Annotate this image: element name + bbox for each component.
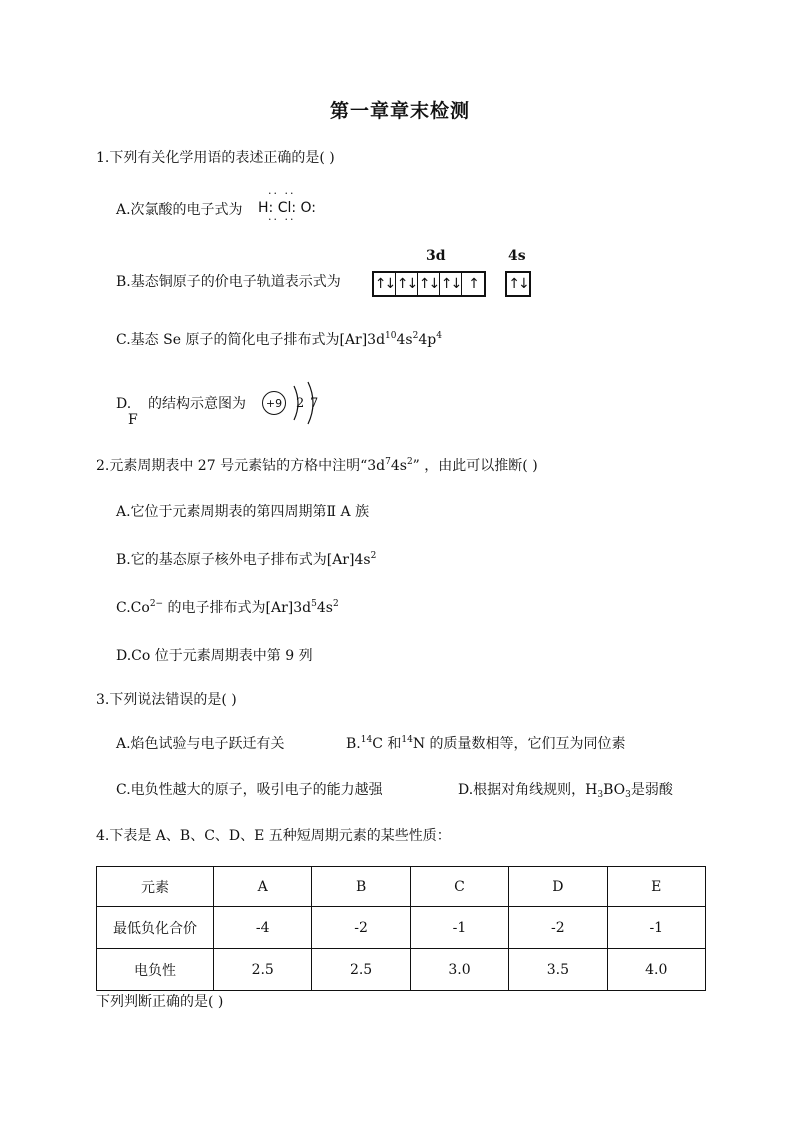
- text: ” ，由此可以推断( ): [412, 458, 538, 474]
- lewis-dots-bottom: ·· ··: [268, 213, 296, 226]
- table-header-cell: 元素: [97, 867, 214, 907]
- q3-option-d: [458, 780, 673, 800]
- orbital-box: ↑: [468, 276, 478, 292]
- text: C 和: [372, 736, 402, 752]
- q1-option-a: [116, 200, 243, 220]
- text: 4s: [390, 458, 407, 474]
- q2-stem: [96, 456, 538, 476]
- q1-option-d-text: 的结构示意图为: [148, 396, 246, 412]
- superscript: 4: [436, 331, 442, 341]
- table-cell: 电负性: [97, 949, 214, 991]
- superscript: 2: [406, 457, 413, 467]
- table-cell: -2: [509, 907, 607, 949]
- table-header-cell: D: [509, 867, 607, 907]
- page-title: 第一章章末检测: [329, 100, 470, 122]
- superscript: 5: [311, 599, 317, 609]
- text: B.: [346, 736, 361, 752]
- table-row: [97, 949, 706, 991]
- text: C.Co: [116, 600, 150, 616]
- subscript: 3: [597, 790, 604, 800]
- q1-option-d-element: F: [128, 412, 138, 428]
- orbital-row-4s: [505, 271, 531, 297]
- text: 2.元素周期表中 27 号元素钴的方格中注明“3d: [96, 458, 386, 474]
- q3-option-a: A.焰色试验与电子跃迁有关: [116, 736, 285, 752]
- table-header-cell: A: [214, 867, 312, 907]
- text: BO: [603, 782, 626, 798]
- shell-1-count: 2: [296, 396, 305, 411]
- superscript: 10: [385, 331, 397, 341]
- table-header-cell: C: [410, 867, 508, 907]
- q2-option-d: D.Co 位于元素周期表中第 9 列: [116, 648, 313, 664]
- table-header-cell: E: [607, 867, 705, 907]
- lewis-dots-top: ·· ··: [268, 187, 296, 200]
- text: 的电子排布式为[Ar]3d: [163, 600, 312, 616]
- q1-option-c: [116, 330, 442, 350]
- orbital-box: ↑↓: [374, 273, 396, 295]
- q1-stem: 1.下列有关化学用语的表述正确的是( ): [96, 150, 335, 166]
- orbital-box: ↑↓: [508, 276, 528, 292]
- table-cell: 最低负化合价: [97, 907, 214, 949]
- table-cell: 3.5: [509, 949, 607, 991]
- text: 4s: [396, 332, 413, 348]
- q4-stem: 4.下表是 A、B、C、D、E 五种短周期元素的某些性质：: [96, 828, 451, 844]
- superscript: 2: [332, 599, 339, 609]
- orbital-row-3d: [372, 271, 486, 297]
- orbital-label-3d: 3d: [426, 248, 446, 264]
- table-cell: -1: [607, 907, 705, 949]
- q3-option-c: C.电负性越大的原子，吸引电子的能力越强: [116, 782, 383, 798]
- table-cell: 2.5: [214, 949, 312, 991]
- table-header-cell: B: [312, 867, 410, 907]
- q3-option-b: [346, 734, 626, 754]
- q2-option-c: [116, 598, 339, 618]
- table-cell: -2: [312, 907, 410, 949]
- text: C.基态 Se 原子的简化电子排布式为[Ar]3d: [116, 332, 386, 348]
- q3-stem: 3.下列说法错误的是( ): [96, 692, 237, 708]
- q1-option-d-letter: D.: [116, 396, 132, 412]
- text: 4p: [418, 332, 437, 348]
- subscript: 3: [625, 790, 631, 800]
- element-properties-table: [96, 866, 706, 991]
- text: 是弱酸: [630, 782, 673, 798]
- table-row: [97, 907, 706, 949]
- orbital-box: ↑↓: [396, 273, 418, 295]
- superscript: 14: [360, 735, 373, 745]
- orbital-box: ↑↓: [440, 273, 462, 295]
- table-cell: 2.5: [312, 949, 410, 991]
- table-cell: -4: [214, 907, 312, 949]
- table-cell: 4.0: [607, 949, 705, 991]
- text: B.它的基态原子核外电子排布式为[Ar]4s: [116, 552, 371, 568]
- superscript: 7: [385, 457, 391, 467]
- text: 4s: [316, 600, 333, 616]
- superscript: 2−: [149, 599, 164, 609]
- table-cell: 3.0: [410, 949, 508, 991]
- text: N 的质量数相等，它们互为同位素: [412, 736, 626, 752]
- orbital-box: ↑↓: [418, 273, 440, 295]
- superscript: 2: [370, 551, 377, 561]
- text: D.根据对角线规则，H: [458, 782, 598, 798]
- superscript: 14: [401, 735, 413, 745]
- q1-option-b: B.基态铜原子的价电子轨道表示式为: [116, 274, 341, 290]
- q1-option-a-text: A.次氯酸的电子式为: [116, 202, 243, 218]
- q4-prompt: 下列判断正确的是( ): [96, 994, 224, 1010]
- hclo-lewis-formula: H: Cl: O:: [258, 200, 317, 216]
- table-cell: -1: [410, 907, 508, 949]
- fluorine-nucleus: +9: [262, 391, 286, 415]
- shell-2-count: 7: [310, 396, 319, 411]
- q2-option-a: A.它位于元素周期表的第四周期第Ⅱ A 族: [116, 504, 370, 520]
- orbital-label-4s: 4s: [508, 248, 526, 264]
- table-header-row: [97, 867, 706, 907]
- q2-option-b: [116, 550, 376, 570]
- superscript: 2: [412, 331, 419, 341]
